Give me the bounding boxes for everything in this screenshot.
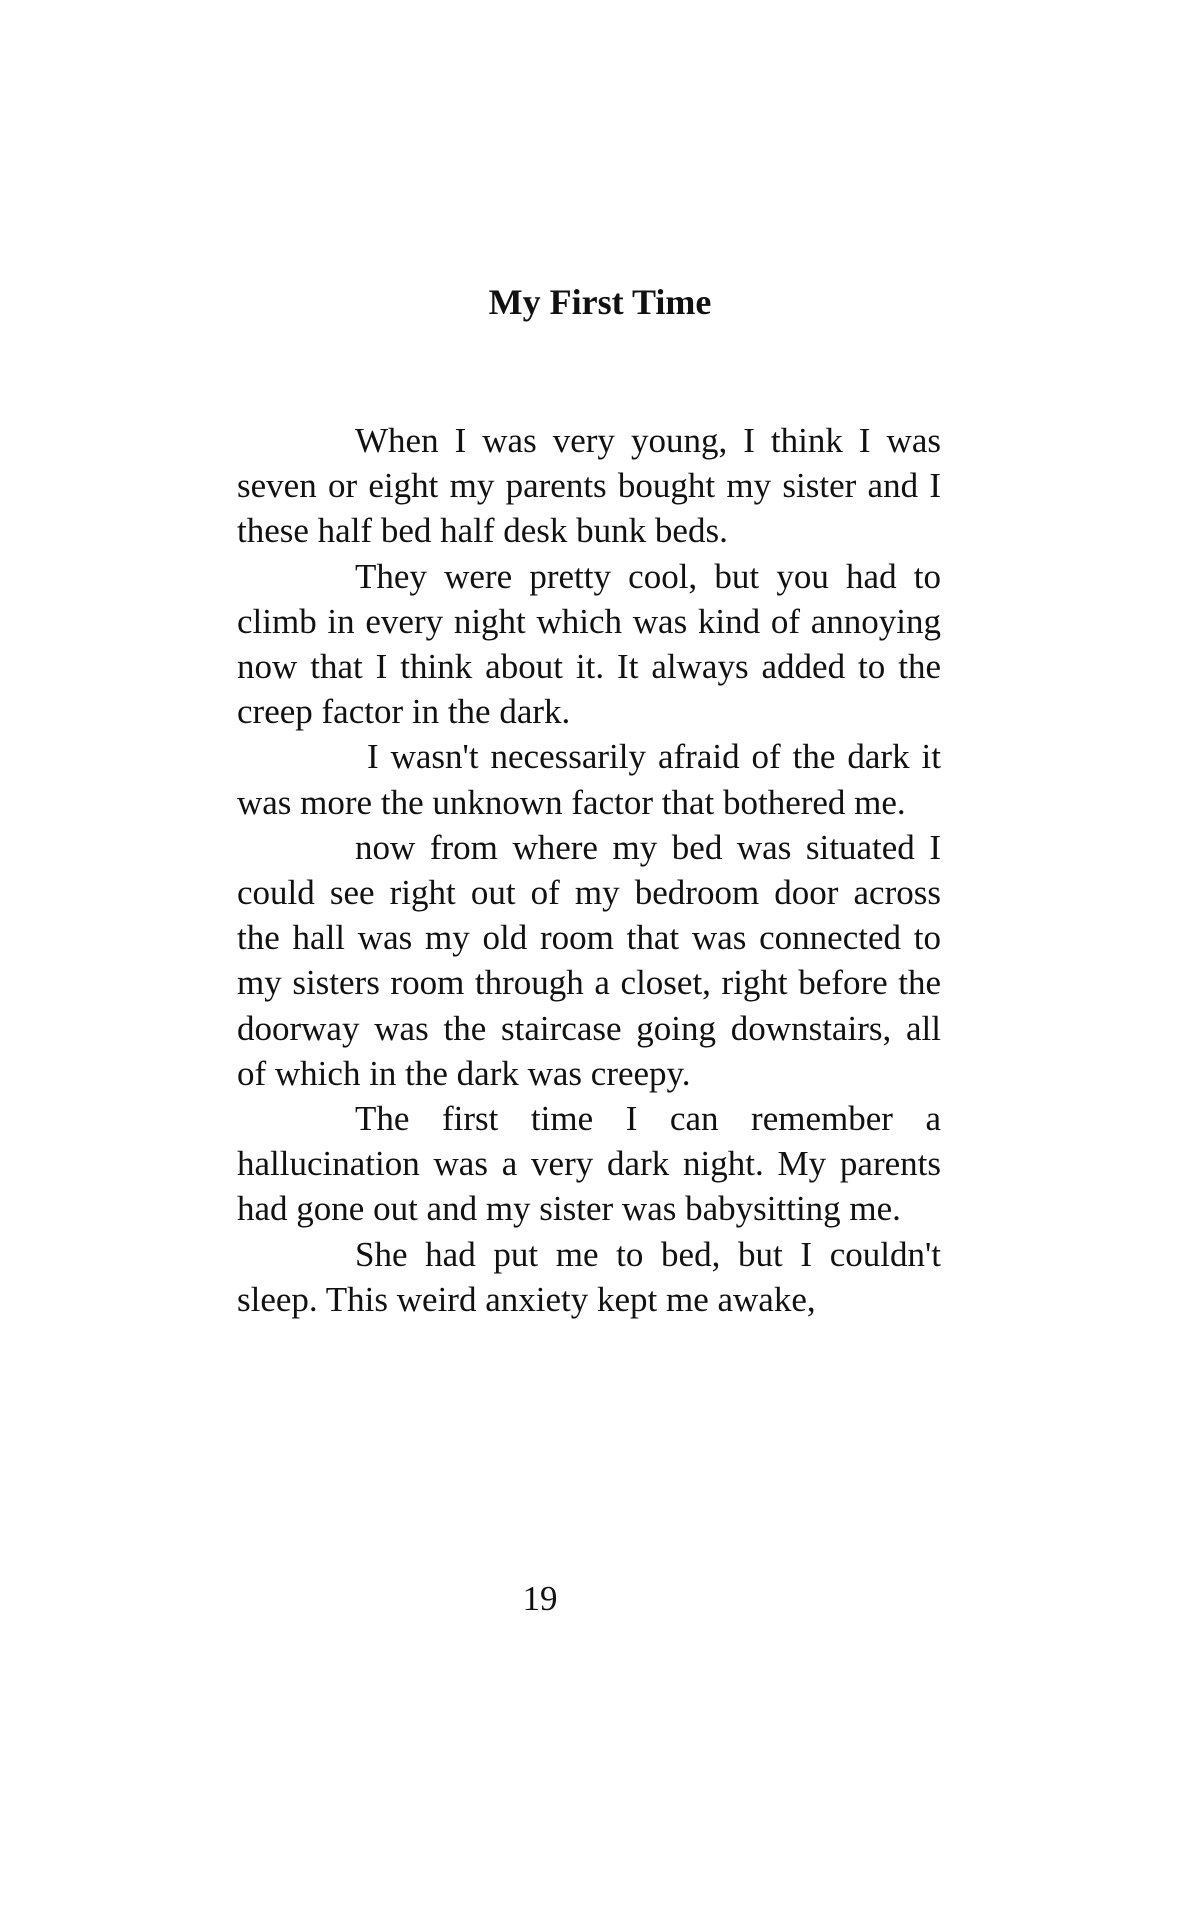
paragraph: I wasn't necessarily afraid of the dark it was more the unknown factor that bothered me. xyxy=(237,737,950,822)
paragraph: She had put me to bed, but I couldn't sleep. This weird anxiety kept me awake, xyxy=(237,1234,950,1319)
paragraph: The first time I can remember a hallucination was a very dark night. My parents had gone out and my sister was babysitting me. xyxy=(237,1099,950,1229)
paragraph: They were pretty cool, but you had to climb in every night which was kind of annoying now that I think about it. It always added to the creep factor in the dark. xyxy=(237,556,950,732)
chapter-title: My First Time xyxy=(488,282,712,322)
page-number: 19 xyxy=(522,1579,558,1618)
paragraph: now from where my bed was situated I could see right out of my bedroom door across the hall was my old room that was connected to my sisters room through a closet, right before the doorway was the staircase going downstairs, all of which in the dark was creepy. xyxy=(237,827,950,1093)
chapter-body xyxy=(237,418,959,1534)
paragraph: When I was very young, I think I was seven or eight my parents bought my sister and I these half bed half desk bunk beds. xyxy=(237,421,959,551)
